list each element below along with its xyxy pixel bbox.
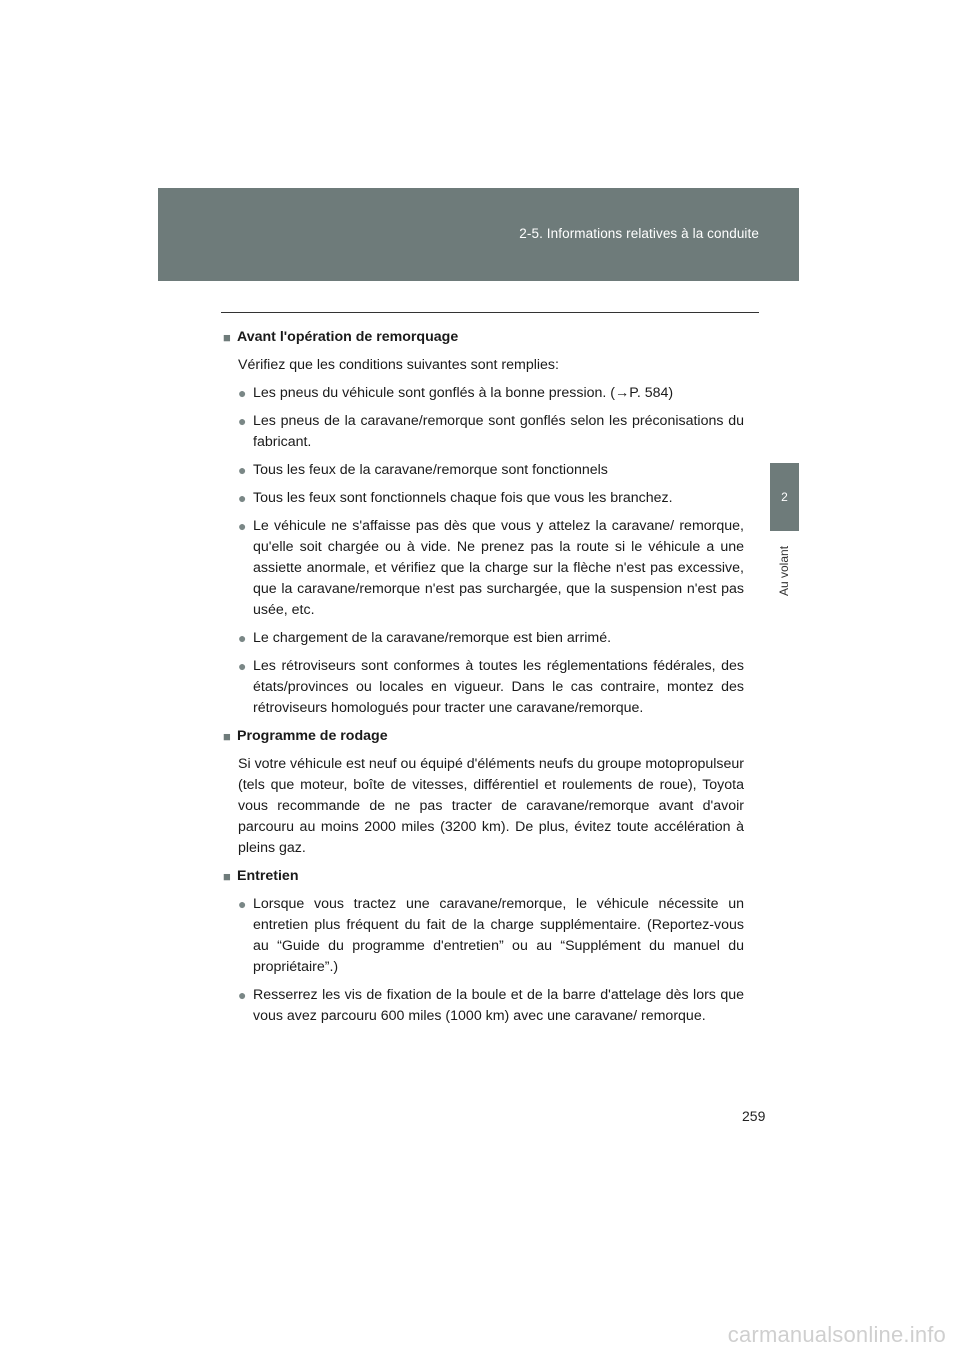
list-item: [238, 628, 744, 649]
section-heading-text: Entretien: [237, 868, 299, 884]
circle-bullet-icon: ●: [238, 896, 247, 912]
list-item-text: Le chargement de la caravane/remorque est bien arrimé.: [253, 630, 612, 646]
circle-bullet-icon: ●: [238, 987, 247, 1003]
section-divider: [221, 312, 759, 313]
list-item: [238, 488, 744, 509]
page-content: [223, 327, 744, 1034]
section-heading: [223, 866, 744, 887]
square-bullet-icon: ■: [223, 869, 231, 884]
section-heading-text: Avant l'opération de remorquage: [237, 329, 459, 345]
list-item: [238, 656, 744, 719]
list-item: [238, 516, 744, 621]
list-item: [238, 383, 744, 404]
watermark: carmanualsonline.info: [727, 1322, 946, 1347]
section-intro: Vérifiez que les conditions suivantes sont remplies:: [238, 357, 559, 373]
square-bullet-icon: ■: [223, 330, 231, 345]
chapter-tab: [770, 463, 799, 531]
list-item-text: Le véhicule ne s'affaisse pas dès que vous y attelez la caravane/ remorque, qu'elle soit chargée ou à vide. Ne prenez pas la route si le véhicule a une assiette anormale, et vérifiez que la charge sur la flèche n'est pas excessive, que la caravane/remorque n'est pas surchargée, que la suspension n'est pas usée, etc.: [253, 518, 744, 618]
circle-bullet-icon: ●: [238, 385, 247, 401]
list-item-text: Tous les feux sont fonctionnels chaque fois que vous les branchez.: [253, 490, 673, 506]
section-heading: [223, 327, 744, 348]
header-band: [158, 188, 799, 281]
chapter-label: Au volant: [777, 545, 791, 597]
circle-bullet-icon: ●: [238, 462, 247, 478]
list-item: [238, 411, 744, 453]
list-item-text: Resserrez les vis de fixation de la boule et de la barre d'attelage dès lors que vous avez parcouru 600 miles (1000 km) avec une caravane/ remorque.: [253, 987, 744, 1024]
section-body: Si votre véhicule est neuf ou équipé d'éléments neufs du groupe motopropulseur (tels que moteur, boîte de vitesses, différentiel et roulements de roue), Toyota vous recommande de ne pas tracter de caravane/remorque avant d'avoir parcouru au moins 2000 miles (3200 km). De plus, évitez toute accélération à pleins gaz.: [238, 756, 744, 856]
list-item-text: Les pneus de la caravane/remorque sont gonflés selon les préconisations du fabricant.: [253, 413, 744, 450]
section-heading-text: Programme de rodage: [237, 728, 388, 744]
list-item-text: Lorsque vous tractez une caravane/remorque, le véhicule nécessite un entretien plus fréquent du fait de la charge supplémentaire. (Reportez-vous au “Guide du programme d'entretien” ou au “Supplément du manuel du propriétaire”.): [253, 896, 744, 975]
chapter-number: 2: [781, 490, 788, 504]
list-item: [238, 985, 744, 1027]
list-item-text: Les rétroviseurs sont conformes à toutes les réglementations fédérales, des états/provinces ou locales en vigueur. Dans le cas contraire, montez des rétroviseurs homologués pour tracter une caravane/remorque.: [253, 658, 744, 716]
page-number: 259: [742, 1108, 766, 1124]
square-bullet-icon: ■: [223, 729, 231, 744]
circle-bullet-icon: ●: [238, 630, 247, 646]
list-item-text: Tous les feux de la caravane/remorque sont fonctionnels: [253, 462, 608, 478]
list-item: [238, 460, 744, 481]
list-item: [238, 894, 744, 978]
section-heading: [223, 726, 744, 747]
circle-bullet-icon: ●: [238, 658, 247, 674]
list-item-text: Les pneus du véhicule sont gonflés à la bonne pression. (→P. 584): [253, 385, 674, 401]
circle-bullet-icon: ●: [238, 413, 247, 429]
header-title: 2-5. Informations relatives à la conduite: [519, 226, 759, 241]
circle-bullet-icon: ●: [238, 490, 247, 506]
circle-bullet-icon: ●: [238, 518, 247, 534]
